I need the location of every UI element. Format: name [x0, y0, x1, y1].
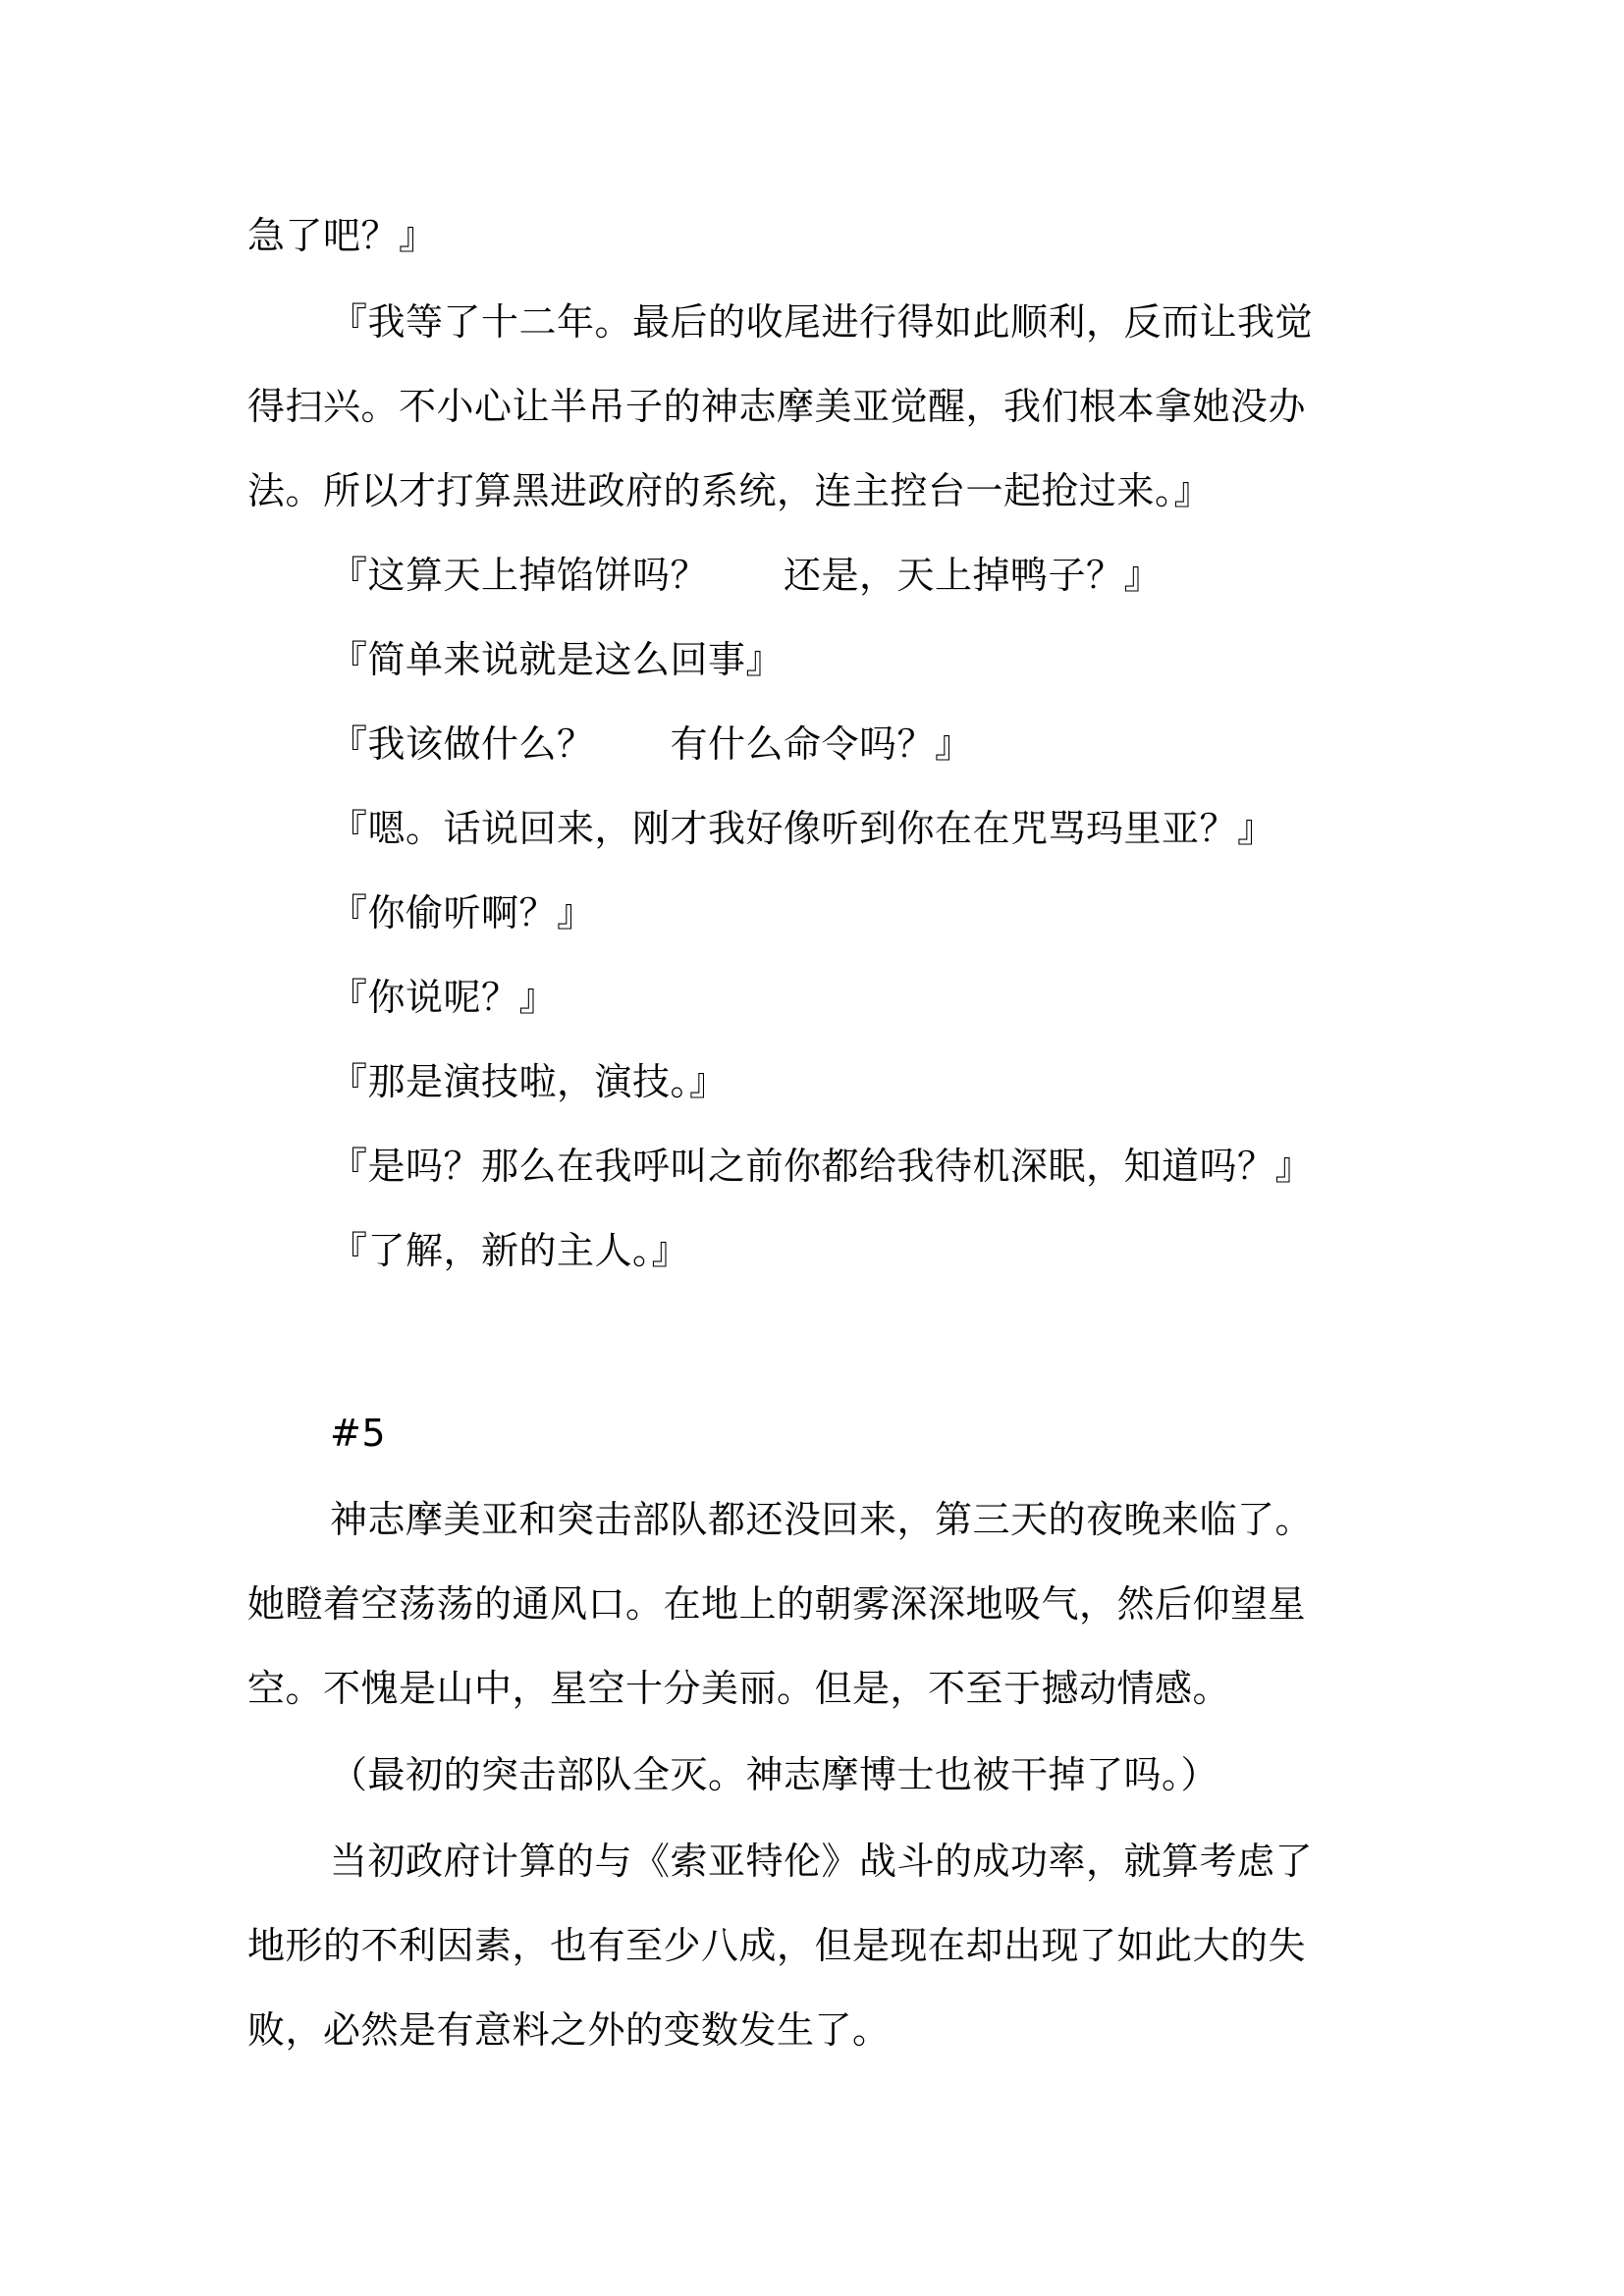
- text-line: 败，必然是有意料之外的变数发生了。: [247, 2008, 891, 2052]
- text-line: （最初的突击部队全灭。神志摩博士也被干掉了吗。）: [330, 1753, 1219, 1796]
- text-line: 当初政府计算的与《索亚特伦》战斗的成功率，就算考虑了: [330, 1840, 1314, 1883]
- dialogue-line: 『你说呢？』: [330, 976, 558, 1019]
- dialogue-line: 『是吗？那么在我呼叫之前你都给我待机深眠，知道吗？』: [330, 1145, 1314, 1188]
- dialogue-line: 『了解，新的主人。』: [330, 1229, 690, 1272]
- section-heading: #5: [330, 1412, 387, 1455]
- text-line: 得扫兴。不小心让半吊子的神志摩美亚觉醒，我们根本拿她没办: [247, 385, 1307, 428]
- text-line: 空。不愧是山中，星空十分美丽。但是，不至于撼动情感。: [247, 1667, 1231, 1710]
- dialogue-line: 『这算天上掉馅饼吗？ 还是，天上掉鸭子？』: [330, 554, 1163, 597]
- text-line: 『我等了十二年。最后的收尾进行得如此顺利，反而让我觉: [330, 300, 1314, 344]
- dialogue-line: 『你偷听啊？』: [330, 891, 595, 934]
- dialogue-line: 『那是演技啦，演技。』: [330, 1060, 728, 1103]
- text-line: 她瞪着空荡荡的通风口。在地上的朝雾深深地吸气，然后仰望星: [247, 1582, 1307, 1626]
- dialogue-line: 『嗯。话说回来，刚才我好像听到你在在咒骂玛里亚？』: [330, 807, 1275, 850]
- dialogue-line: 『简单来说就是这么回事』: [330, 638, 785, 681]
- text-line: 地形的不利因素，也有至少八成，但是现在却出现了如此大的失: [247, 1924, 1307, 1967]
- text-line: 法。所以才打算黑进政府的系统，连主控台一起抢过来。』: [247, 469, 1213, 512]
- text-line: 神志摩美亚和突击部队都还没回来，第三天的夜晚来临了。: [330, 1498, 1314, 1541]
- text-line: 急了吧？』: [247, 214, 437, 257]
- dialogue-line: 『我该做什么？ 有什么命令吗？』: [330, 722, 973, 766]
